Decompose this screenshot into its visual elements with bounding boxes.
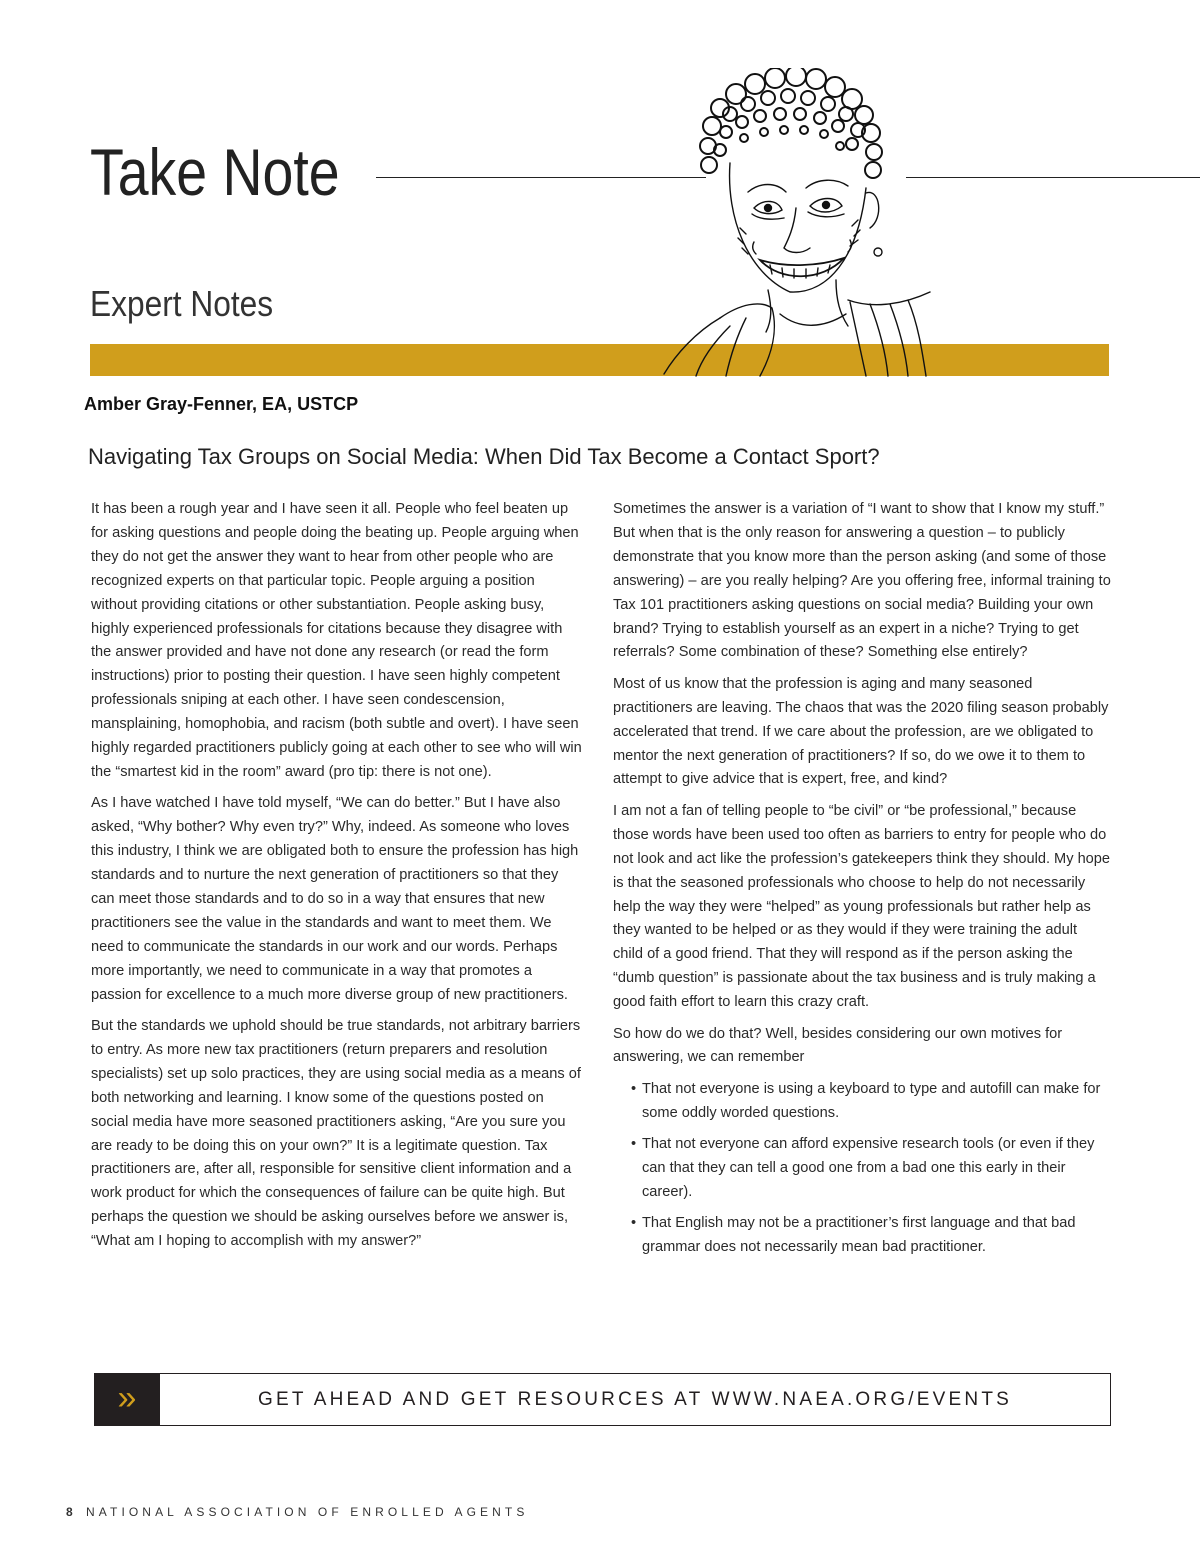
paragraph: As I have watched I have told myself, “We can do better.” But I have also asked, “Why bother? Why even try?” Why, indeed. As someone who loves this industry, I think we are obligated both to ensure the profession has high standards and to nurture the next generation of practitioners so that they can meet those standards and to do so in a way that ensures that new practitioners see the value in the standards and want to meet them. We need to communicate the standards in our work and our words. Perhaps more importantly, we need to communicate in a way that promotes a passion for excellence to a much more diverse group of new practitioners. (91, 795, 579, 1003)
section-title: Expert Notes (90, 283, 274, 324)
list-item-text: That not everyone is using a keyboard to type and autofill can make for some oddly worded questions. (642, 1080, 1101, 1121)
double-chevron-right-icon: » (94, 1373, 160, 1426)
paragraph: But the standards we uphold should be true standards, not arbitrary barriers to entry. As more new tax practitioners (return preparers and resolution specialists) set up solo practices, they are using social media as a means of both networking and learning. I know some of the questions posted on social media have more seasoned practitioners asking, “Are you sure you are ready to be doing this on your own?” It is a legitimate question. Tax practitioners are, after all, responsible for sensitive client information and a work product for which the consequences of failure can be quite high. But perhaps the question we should be asking ourselves before we answer is, “What am I hoping to accomplish with my answer?” (91, 1018, 581, 1250)
paragraph: Sometimes the answer is a variation of “I want to show that I know my stuff.” But when that is the only reason for answering a question – to publicly demonstrate that you know more than the person asking (and some of those answering) – are you really helping? Are you offering free, informal training to Tax 101 practitioners asking questions on social media? Building your own brand? Trying to establish yourself as an expert in a niche? Trying to get referrals? Some combination of these? Something else entirely? (613, 501, 1111, 661)
article-column-left (91, 498, 585, 1262)
events-banner-link[interactable]: GET AHEAD AND GET RESOURCES AT WWW.NAEA.ORG/EVENTS (160, 1373, 1111, 1426)
bullet-icon: • (631, 1215, 637, 1232)
page-footer (66, 1503, 528, 1521)
events-banner[interactable] (94, 1373, 1112, 1426)
article-column-right (613, 498, 1111, 1268)
portrait-illustration (660, 68, 945, 378)
list-item (613, 1078, 1111, 1126)
list-item-text: That English may not be a practitioner’s first language and that bad grammar does not necessarily mean bad practitioner. (642, 1215, 1076, 1256)
title-rule-left (376, 177, 706, 178)
page-number: 8 (66, 1505, 73, 1519)
paragraph: It has been a rough year and I have seen it all. People who feel beaten up for asking questions and people doing the beating up. People arguing when they do not get the answer they want to hear from other people who are recognized experts on that particular topic. People arguing a position without providing citations or other substantiation. People asking busy, highly experienced professionals for citations because they disagree with the answer provided and have not done any research (or read the form instructions) prior to posting their question. I have seen highly competent professionals sniping at each other. I have seen condescension, mansplaining, homophobia, and racism (both subtle and overt). I have seen highly regarded practitioners publicly going at each other to see who will win the “smartest kid in the room” award (pro tip: there is not one). (91, 501, 582, 780)
paragraph: I am not a fan of telling people to “be civil” or “be professional,” because those words have been used too often as barriers to entry for people who do not look and act like the profession’s gatekeepers think they should. My hope is that the seasoned professionals who choose to help do not necessarily help the way they were “helped” as young professionals but rather help as they wanted to be helped or as they would if they were training the adult child of a good friend. That they will respond as if the person asking the “dumb question” is passionate about the tax business and is truly making a good faith effort to learn this crazy craft. (613, 802, 1111, 1011)
page-title: Take Note (90, 135, 340, 209)
article-headline: Navigating Tax Groups on Social Media: When Did Tax Become a Contact Sport? (88, 444, 880, 469)
header-accent-bar (90, 344, 1109, 376)
author-byline: Amber Gray-Fenner, EA, USTCP (84, 394, 359, 414)
list-item (613, 1133, 1111, 1205)
title-rule-right (906, 177, 1200, 178)
paragraph: Most of us know that the profession is aging and many seasoned practitioners are leaving. The chaos that was the 2020 filing season probably accelerated that trend. If we care about the profession, are we obligated to mentor the next generation of practitioners? If so, do we owe it to them to attempt to give advice that is expert, free, and kind? (613, 675, 1109, 788)
footer-organization: NATIONAL ASSOCIATION OF ENROLLED AGENTS (86, 1505, 529, 1519)
bullet-icon: • (631, 1136, 637, 1153)
list-item (613, 1212, 1111, 1260)
bullet-icon: • (631, 1080, 637, 1097)
list-item-text: That not everyone can afford expensive research tools (or even if they can that they can tell a good one from a bad one this early in their career). (642, 1136, 1095, 1200)
hair (700, 68, 882, 178)
paragraph: So how do we do that? Well, besides considering our own motives for answering, we can remember (613, 1025, 1063, 1066)
bullet-list (613, 1078, 1111, 1260)
